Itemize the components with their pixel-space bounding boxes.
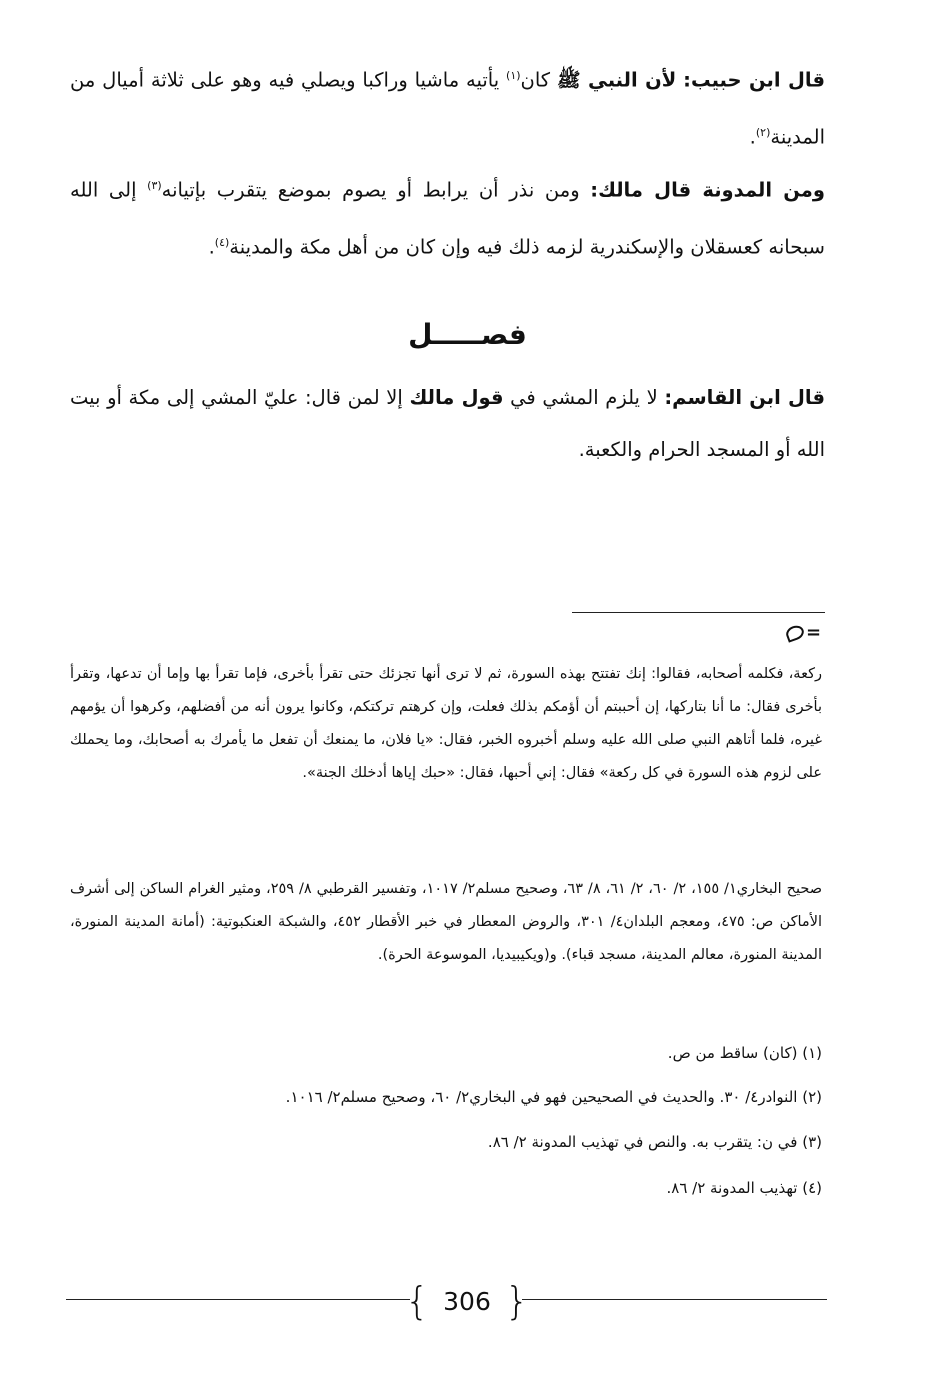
text-segment: إلا لمن قال: عليّ المشي إلى مكة أو بيت الله أو المسجد الحرام والكعبة. [70,386,825,461]
footer-rule-right [522,1299,827,1300]
footnote-ref-4: (٤) [214,235,230,249]
section-heading: فصـــــل [408,318,527,351]
footnote-text: (كان) ساقط من ص. [667,1044,798,1062]
footnote-ref-3: (٣) [147,179,162,192]
brace-open: { [404,1279,430,1323]
page-number-value: 306 [443,1286,491,1316]
footnote-text: تهذيب المدونة ٢/ ٨٦. [666,1179,798,1197]
speaker-label: قال ابن القاسم: [664,386,826,409]
footnote-4 [70,1177,822,1199]
text-segment: إلى الله سبحانه كعسقلان والإسكندرية لزمه ذلك فيه وإن كان من أهل مكة والمدينة [70,178,825,258]
footnote-ref-1: (١) [506,69,521,82]
footer-rule-left [66,1299,410,1300]
footnote-number: (٣) [802,1133,822,1151]
paragraph-mudawwana [70,160,825,273]
footnote-number: (٤) [802,1179,822,1197]
speaker-label: قال ابن حبيب: [683,68,826,92]
footnote-separator [572,612,825,613]
period: . [208,235,215,258]
speaker-label: ومن المدونة قال مالك: [590,178,825,202]
bold-phrase: قول مالك [409,386,504,409]
footnote-sources: صحيح البخاري١/ ١٥٥، ٢/ ٦٠، ٢/ ٦١، ٨/ ٦٣، وصحيح مسلم٢/ ١٠١٧، وتفسير القرطبي ٨/ ٢٥٩، ومثير الغرام الساكن إلى أشرف الأماكن ص: ٤٧٥، ومعجم البلدان٤/ ٣٠١، والروض المعطار في خبر الأقطار ٤٥٢، والشبكة العنكبوتية: (أمانة المدينة المنورة، المدينة المنورة، معالم المدينة، مسجد قباء). و(ويكيبيديا، الموسوعة الحرة). [70,881,823,963]
continuation-equals: = [806,622,822,643]
footnote-text: النوادر٤/ ٣٠. والحديث في الصحيحين فهو في البخاري٢/ ٦٠، وصحيح مسلم٢/ ١٠١٦. [285,1088,798,1106]
text-segment: كان [520,68,551,92]
footnote-carry-over: ركعة، فكلمه أصحابه، فقالوا: إنك تفتتح بهذه السورة، ثم لا ترى أنها تجزئك حتى تقرأ بأخرى، فإما تقرأ بها وإما أن تدعها، وتقرأ بأخرى فقال: ما أنا بتاركها، إن أحببتم أن أؤمكم بذلك فعلت، وإن كرهتم تركتكم، وكانوا يرون أنه من أفضلهم، وكرهوا أن يؤمهم غيره، فلما أتاهم النبي صلى الله عليه وسلم أخبروه الخبر، فقال: «يا فلان، ما يمنعك أن تفعل ما يأمرك به أصحابك، وما يحملك على لزوم هذه السورة في كل ركعة» فقال: إني أحبها، فقال: «حبك إياها أدخلك الجنة». [70,666,822,781]
footnote-1 [70,1042,822,1064]
footnote-3 [70,1131,822,1153]
bold-phrase: لأن النبي ﷺ [556,68,677,92]
paragraph-ibn-habib [70,50,825,163]
footnote-number: (٢) [802,1088,822,1106]
text-segment: يأتيه ماشيا وراكبا ويصلي فيه وهو على ثلاثة أميال من المدينة [70,68,825,148]
brace-close: } [504,1279,530,1323]
text-segment: ومن نذر أن يرابط أو يصوم بموضع يتقرب بإتيانه [161,178,580,202]
text-segment: لا يلزم المشي في [510,386,658,409]
period: . [749,125,756,148]
footnote-ref-2: (٢) [755,125,771,139]
continuation-mark-icon [786,622,821,643]
footnote-2 [70,1086,822,1108]
page-number [404,1279,530,1323]
footnote-text: في ن: يتقرب به. والنص في تهذيب المدونة ٢/ ٨٦. [487,1133,798,1151]
paragraph-ibn-qasim [70,372,825,476]
footnote-number: (١) [802,1044,822,1062]
